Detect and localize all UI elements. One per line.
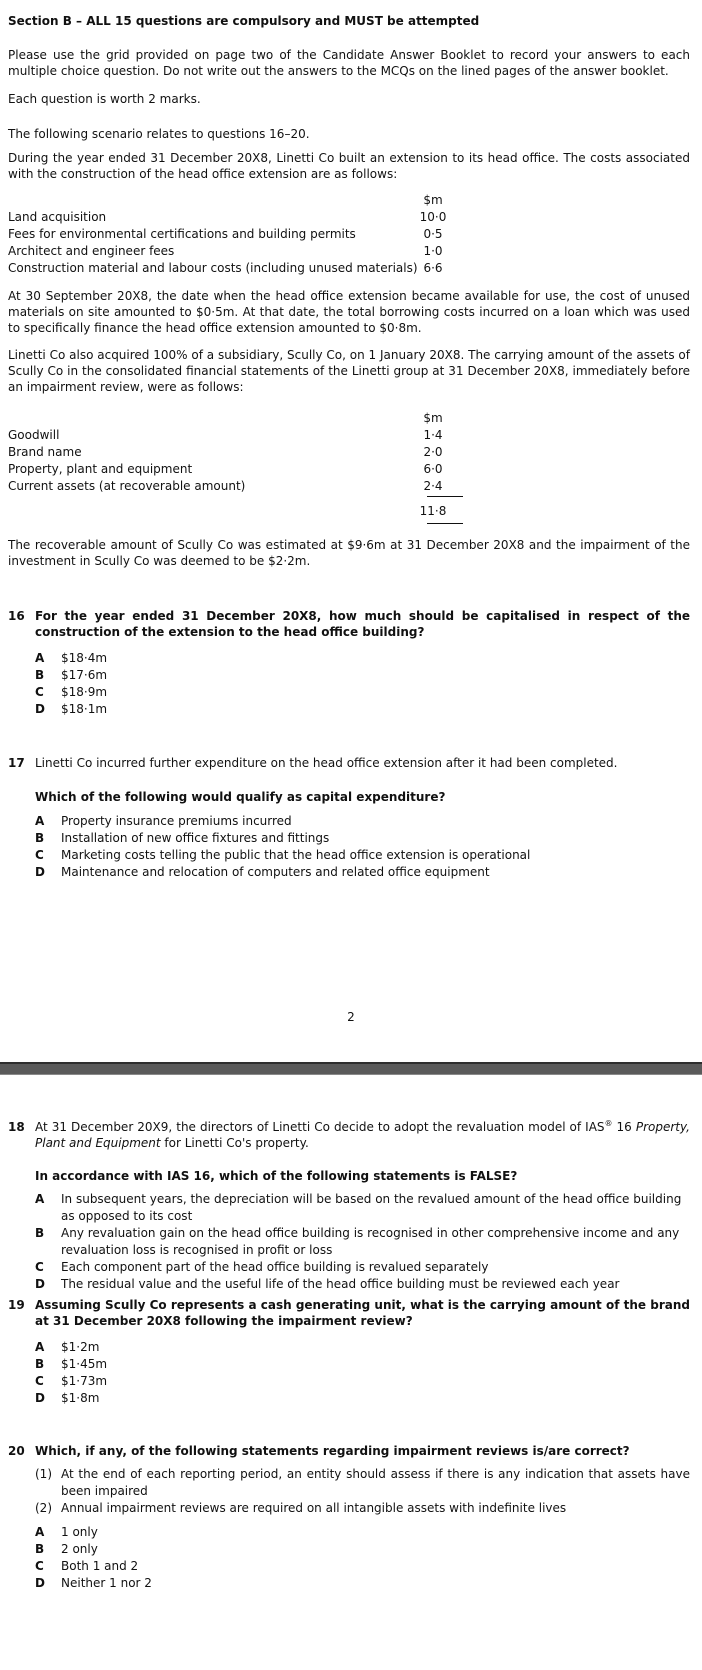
scenario-paragraph-3: Linetti Co also acquired 100% of a subsidiary, Scully Co, on 1 January 20X8. The carrying amount of the assets of Scully Co in the consolidated financial statements of the Linetti group at 31 December 20X8, immediately before an impairment review, were as follows: bbox=[8, 348, 690, 394]
answer-option[interactable]: D Maintenance and relocation of computers and related office equipment bbox=[35, 865, 490, 879]
costs-table-row: Construction material and labour costs (including unused materials) 6·6 bbox=[8, 261, 443, 275]
question-stem: In accordance with IAS 16, which of the following statements is FALSE? bbox=[35, 1169, 518, 1183]
costs-table-row: Architect and engineer fees 1·0 bbox=[8, 244, 443, 258]
question-number: 20 bbox=[8, 1444, 25, 1458]
page-separator bbox=[0, 1062, 702, 1075]
scenario-paragraph-1: During the year ended 31 December 20X8, Linetti Co built an extension to its head office. The costs associated with the construction of the head office extension are as follows: bbox=[8, 151, 690, 181]
question-number: 16 bbox=[8, 609, 25, 623]
assets-table-header: $m bbox=[423, 411, 443, 425]
answer-option[interactable]: A In subsequent years, the depreciation will be based on the revalued amount of the head office building as opposed to its cost bbox=[35, 1192, 682, 1223]
scully-assets-table bbox=[0, 410, 702, 495]
answer-option[interactable]: D $18·1m bbox=[35, 702, 108, 716]
page-number: 2 bbox=[347, 1010, 355, 1024]
assets-table-row: Brand name 2·0 bbox=[8, 445, 443, 459]
answer-option[interactable]: A $1·2m bbox=[35, 1340, 100, 1354]
assets-table-row: Property, plant and equipment 6·0 bbox=[8, 462, 443, 476]
q16-options bbox=[0, 650, 702, 718]
answer-option[interactable]: A Property insurance premiums incurred bbox=[35, 814, 292, 828]
assets-table-row: Current assets (at recoverable amount) 2·4 bbox=[8, 479, 443, 493]
question-number: 17 bbox=[8, 756, 25, 770]
answer-option[interactable]: C Both 1 and 2 bbox=[35, 1559, 139, 1573]
question-intro: Linetti Co incurred further expenditure on the head office extension after it had been completed. bbox=[35, 756, 618, 770]
question-20 bbox=[0, 1443, 702, 1459]
scenario-heading: The following scenario relates to questions 16–20. bbox=[8, 127, 310, 141]
total-rule bbox=[427, 523, 463, 524]
answer-option[interactable]: D Neither 1 nor 2 bbox=[35, 1576, 152, 1590]
scenario-paragraph-4: The recoverable amount of Scully Co was estimated at $9·6m at 31 December 20X8 and the impairment of the investment in Scully Co was deemed to be $2·2m. bbox=[8, 538, 690, 568]
question-number: 19 bbox=[8, 1298, 25, 1312]
q17-options bbox=[0, 813, 702, 881]
answer-option[interactable]: D $1·8m bbox=[35, 1391, 100, 1405]
question-19 bbox=[0, 1297, 702, 1329]
question-number: 18 bbox=[8, 1120, 25, 1134]
answer-option[interactable]: C Marketing costs telling the public that the head office extension is operational bbox=[35, 848, 531, 862]
costs-table-row: Land acquisition 10·0 bbox=[8, 210, 447, 224]
answer-option[interactable]: B $1·45m bbox=[35, 1357, 108, 1371]
answer-option[interactable]: B Any revaluation gain on the head office building is recognised in other comprehensive income and any revaluation loss is recognised in profit or loss bbox=[35, 1226, 680, 1257]
subtotal-rule bbox=[427, 496, 463, 497]
q20-statements bbox=[0, 1466, 702, 1517]
answer-option[interactable]: C $1·73m bbox=[35, 1374, 108, 1388]
answer-option[interactable]: B 2 only bbox=[35, 1542, 98, 1556]
question-intro: At 31 December 20X9, the directors of Linetti Co decide to adopt the revaluation model of IAS® 16 Property, Plant and Equipment for Linetti Co's property. bbox=[35, 1119, 690, 1150]
instructions: Please use the grid provided on page two of the Candidate Answer Booklet to record your answers to each multiple choice question. Do not write out the answers to the MCQs on the lined pages of the answer booklet. bbox=[8, 48, 690, 78]
assets-table-total: 11·8 bbox=[419, 504, 447, 518]
scenario-paragraph-2: At 30 September 20X8, the date when the head office extension became available for use, the cost of unused materials on site amounted to $0·5m. At that date, the total borrowing costs incurred on a loan which was used to specifically finance the head office extension amounted to $0·8m. bbox=[8, 289, 690, 335]
question-stem: Which, if any, of the following statements regarding impairment reviews is/are correct? bbox=[35, 1444, 630, 1458]
costs-table-header: $m bbox=[423, 193, 443, 207]
section-heading: Section B – ALL 15 questions are compulsory and MUST be attempted bbox=[8, 14, 480, 28]
question-16 bbox=[0, 608, 702, 640]
answer-option[interactable]: C $18·9m bbox=[35, 685, 108, 699]
assets-table-row: Goodwill 1·4 bbox=[8, 428, 443, 442]
question-18 bbox=[0, 1119, 702, 1151]
q19-options bbox=[0, 1339, 702, 1407]
question-stem: Which of the following would qualify as capital expenditure? bbox=[35, 790, 446, 804]
statement-item: (1) At the end of each reporting period, an entity should assess if there is any indication that assets have been impaired bbox=[35, 1467, 690, 1498]
answer-option[interactable]: B $17·6m bbox=[35, 668, 108, 682]
exam-page-3 bbox=[0, 1075, 702, 1670]
question-stem: For the year ended 31 December 20X8, how much should be capitalised in respect of the construction of the extension to the head office building? bbox=[35, 609, 690, 639]
answer-option[interactable]: C Each component part of the head office building is revalued separately bbox=[35, 1260, 489, 1274]
q18-options bbox=[0, 1191, 702, 1293]
question-17 bbox=[0, 755, 702, 771]
answer-option[interactable]: D The residual value and the useful life of the head office building must be reviewed each year bbox=[35, 1277, 620, 1291]
marks-note: Each question is worth 2 marks. bbox=[8, 92, 201, 106]
q20-options bbox=[0, 1524, 702, 1592]
answer-option[interactable]: B Installation of new office fixtures and fittings bbox=[35, 831, 330, 845]
answer-option[interactable]: A $18·4m bbox=[35, 651, 108, 665]
answer-option[interactable]: A 1 only bbox=[35, 1525, 98, 1539]
statement-item: (2) Annual impairment reviews are required on all intangible assets with indefinite lives bbox=[35, 1501, 567, 1515]
costs-table-row: Fees for environmental certifications and building permits 0·5 bbox=[8, 227, 443, 241]
question-stem: Assuming Scully Co represents a cash generating unit, what is the carrying amount of the brand at 31 December 20X8 following the impairment review? bbox=[35, 1298, 690, 1328]
construction-costs-table bbox=[0, 192, 702, 277]
